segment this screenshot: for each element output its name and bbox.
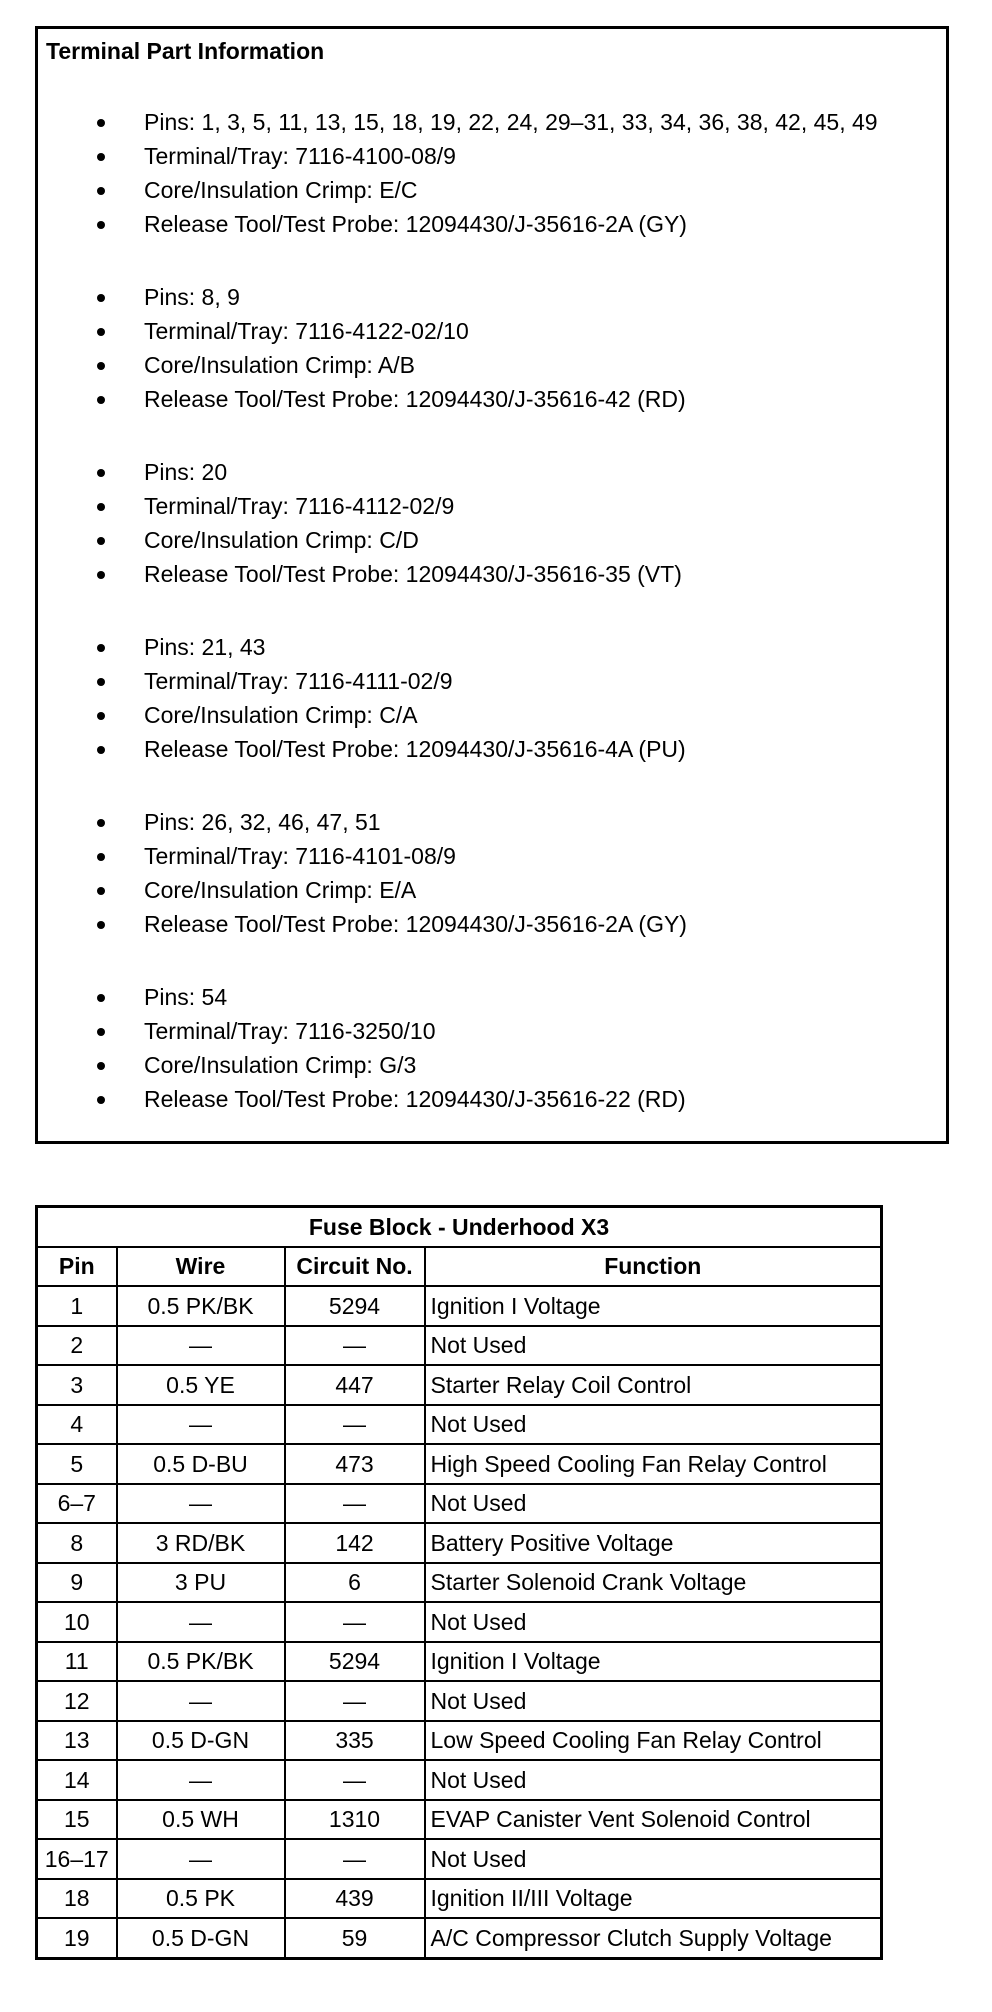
pin-cell: 5	[37, 1444, 117, 1484]
function-cell: EVAP Canister Vent Solenoid Control	[425, 1800, 882, 1840]
circuit-cell: 5294	[285, 1642, 425, 1682]
pin-cell: 12	[37, 1681, 117, 1721]
function-cell: Low Speed Cooling Fan Relay Control	[425, 1721, 882, 1761]
table-row	[37, 1760, 882, 1800]
circuit-cell: —	[285, 1405, 425, 1445]
wire-cell: 3 PU	[117, 1563, 285, 1603]
bullet-icon	[97, 187, 105, 195]
table-row	[37, 1563, 882, 1603]
table-row	[37, 1602, 882, 1642]
crimp-line	[38, 523, 946, 557]
bullet-icon	[97, 994, 105, 1002]
crimp-line	[38, 348, 946, 382]
function-cell: Ignition I Voltage	[425, 1286, 882, 1326]
table-title-row	[37, 1207, 882, 1247]
terminal-tray-line-text: Terminal/Tray: 7116-4112-02/9	[144, 493, 455, 519]
terminal-group	[38, 280, 946, 416]
pins-line	[38, 105, 946, 139]
release-tool-line-text: Release Tool/Test Probe: 12094430/J-35616-2A (GY)	[144, 211, 687, 237]
function-cell: Not Used	[425, 1405, 882, 1445]
pin-cell: 1	[37, 1286, 117, 1326]
bullet-icon	[97, 853, 105, 861]
wire-cell: 3 RD/BK	[117, 1523, 285, 1563]
table-row	[37, 1484, 882, 1524]
circuit-cell: —	[285, 1839, 425, 1879]
release-tool-line	[38, 382, 946, 416]
bullet-icon	[97, 1096, 105, 1104]
pin-cell: 8	[37, 1523, 117, 1563]
terminal-tray-line	[38, 839, 946, 873]
wire-cell: —	[117, 1681, 285, 1721]
crimp-line-text: Core/Insulation Crimp: A/B	[144, 352, 416, 378]
terminal-tray-line	[38, 1014, 946, 1048]
wire-cell: —	[117, 1760, 285, 1800]
bullet-icon	[97, 119, 105, 127]
function-cell: Battery Positive Voltage	[425, 1523, 882, 1563]
terminal-part-info-box	[35, 26, 949, 1144]
wire-cell: 0.5 D-GN	[117, 1918, 285, 1958]
function-cell: Not Used	[425, 1602, 882, 1642]
table-row	[37, 1839, 882, 1879]
bullet-icon	[97, 221, 105, 229]
pin-cell: 6–7	[37, 1484, 117, 1524]
terminal-tray-line	[38, 139, 946, 173]
pins-line	[38, 805, 946, 839]
pin-cell: 13	[37, 1721, 117, 1761]
table-row	[37, 1681, 882, 1721]
function-cell: Ignition II/III Voltage	[425, 1879, 882, 1919]
table-row	[37, 1721, 882, 1761]
terminal-tray-line	[38, 664, 946, 698]
release-tool-line-text: Release Tool/Test Probe: 12094430/J-35616-22 (RD)	[144, 1086, 686, 1112]
wire-cell: —	[117, 1602, 285, 1642]
pin-cell: 18	[37, 1879, 117, 1919]
bullet-icon	[97, 571, 105, 579]
bullet-icon	[97, 1062, 105, 1070]
bullet-icon	[97, 678, 105, 686]
fuse-table-body	[37, 1286, 882, 1958]
wire-cell: 0.5 PK/BK	[117, 1286, 285, 1326]
column-header-function: Function	[425, 1247, 882, 1287]
pin-cell: 11	[37, 1642, 117, 1682]
crimp-line-text: Core/Insulation Crimp: E/C	[144, 177, 418, 203]
terminal-group	[38, 455, 946, 591]
bullet-icon	[97, 294, 105, 302]
wire-cell: —	[117, 1484, 285, 1524]
pin-cell: 4	[37, 1405, 117, 1445]
terminal-tray-line-text: Terminal/Tray: 7116-3250/10	[144, 1018, 436, 1044]
terminal-tray-line-text: Terminal/Tray: 7116-4111-02/9	[144, 668, 453, 694]
function-cell: Not Used	[425, 1681, 882, 1721]
bullet-icon	[97, 503, 105, 511]
bullet-icon	[97, 644, 105, 652]
pins-line-text: Pins: 21, 43	[144, 634, 266, 660]
bullet-icon	[97, 396, 105, 404]
release-tool-line-text: Release Tool/Test Probe: 12094430/J-35616-42 (RD)	[144, 386, 686, 412]
table-row	[37, 1326, 882, 1366]
circuit-cell: 447	[285, 1365, 425, 1405]
release-tool-line-text: Release Tool/Test Probe: 12094430/J-35616-2A (GY)	[144, 911, 687, 937]
release-tool-line	[38, 207, 946, 241]
release-tool-line	[38, 557, 946, 591]
terminal-group	[38, 980, 946, 1116]
crimp-line	[38, 873, 946, 907]
pin-cell: 16–17	[37, 1839, 117, 1879]
circuit-cell: —	[285, 1681, 425, 1721]
crimp-line-text: Core/Insulation Crimp: C/D	[144, 527, 419, 553]
terminal-tray-line-text: Terminal/Tray: 7116-4101-08/9	[144, 843, 456, 869]
bullet-icon	[97, 921, 105, 929]
pins-line-text: Pins: 8, 9	[144, 284, 240, 310]
release-tool-line	[38, 1082, 946, 1116]
column-header-circuit: Circuit No.	[285, 1247, 425, 1287]
circuit-cell: 5294	[285, 1286, 425, 1326]
bullet-icon	[97, 887, 105, 895]
circuit-cell: 1310	[285, 1800, 425, 1840]
crimp-line-text: Core/Insulation Crimp: E/A	[144, 877, 417, 903]
pins-line-text: Pins: 54	[144, 984, 228, 1010]
function-cell: Not Used	[425, 1484, 882, 1524]
table-row	[37, 1879, 882, 1919]
table-row	[37, 1642, 882, 1682]
pins-line	[38, 280, 946, 314]
function-cell: A/C Compressor Clutch Supply Voltage	[425, 1918, 882, 1958]
pin-cell: 2	[37, 1326, 117, 1366]
wire-cell: 0.5 PK	[117, 1879, 285, 1919]
crimp-line-text: Core/Insulation Crimp: C/A	[144, 702, 418, 728]
circuit-cell: 6	[285, 1563, 425, 1603]
function-cell: Not Used	[425, 1760, 882, 1800]
wire-cell: 0.5 D-BU	[117, 1444, 285, 1484]
bullet-icon	[97, 362, 105, 370]
table-row	[37, 1286, 882, 1326]
circuit-cell: —	[285, 1326, 425, 1366]
wire-cell: —	[117, 1405, 285, 1445]
pin-cell: 9	[37, 1563, 117, 1603]
crimp-line	[38, 698, 946, 732]
crimp-line	[38, 1048, 946, 1082]
table-row	[37, 1444, 882, 1484]
bullet-icon	[97, 712, 105, 720]
pins-line-text: Pins: 26, 32, 46, 47, 51	[144, 809, 381, 835]
terminal-group	[38, 805, 946, 941]
table-title: Fuse Block - Underhood X3	[37, 1207, 882, 1247]
release-tool-line	[38, 732, 946, 766]
pin-cell: 19	[37, 1918, 117, 1958]
pins-line-text: Pins: 20	[144, 459, 228, 485]
bullet-icon	[97, 1028, 105, 1036]
table-row	[37, 1365, 882, 1405]
terminal-info-groups	[38, 105, 946, 1155]
circuit-cell: —	[285, 1602, 425, 1642]
function-cell: Ignition I Voltage	[425, 1642, 882, 1682]
release-tool-line	[38, 907, 946, 941]
circuit-cell: —	[285, 1760, 425, 1800]
circuit-cell: 59	[285, 1918, 425, 1958]
terminal-tray-line	[38, 314, 946, 348]
column-header-pin: Pin	[37, 1247, 117, 1287]
function-cell: Not Used	[425, 1326, 882, 1366]
terminal-tray-line-text: Terminal/Tray: 7116-4122-02/10	[144, 318, 469, 344]
wire-cell: 0.5 D-GN	[117, 1721, 285, 1761]
terminal-tray-line	[38, 489, 946, 523]
pin-cell: 14	[37, 1760, 117, 1800]
bullet-icon	[97, 537, 105, 545]
circuit-cell: 335	[285, 1721, 425, 1761]
function-cell: Not Used	[425, 1839, 882, 1879]
terminal-info-title: Terminal Part Information	[46, 38, 325, 64]
bullet-icon	[97, 469, 105, 477]
crimp-line	[38, 173, 946, 207]
bullet-icon	[97, 328, 105, 336]
circuit-cell: —	[285, 1484, 425, 1524]
wire-cell: 0.5 WH	[117, 1800, 285, 1840]
pin-cell: 15	[37, 1800, 117, 1840]
pins-line	[38, 980, 946, 1014]
pin-cell: 3	[37, 1365, 117, 1405]
function-cell: Starter Relay Coil Control	[425, 1365, 882, 1405]
bullet-icon	[97, 746, 105, 754]
release-tool-line-text: Release Tool/Test Probe: 12094430/J-35616-4A (PU)	[144, 736, 686, 762]
terminal-tray-line-text: Terminal/Tray: 7116-4100-08/9	[144, 143, 456, 169]
terminal-group	[38, 630, 946, 766]
release-tool-line-text: Release Tool/Test Probe: 12094430/J-35616-35 (VT)	[144, 561, 682, 587]
table-row	[37, 1918, 882, 1958]
function-cell: Starter Solenoid Crank Voltage	[425, 1563, 882, 1603]
terminal-group	[38, 105, 946, 241]
wire-cell: 0.5 YE	[117, 1365, 285, 1405]
circuit-cell: 439	[285, 1879, 425, 1919]
table-row	[37, 1523, 882, 1563]
crimp-line-text: Core/Insulation Crimp: G/3	[144, 1052, 417, 1078]
table-row	[37, 1800, 882, 1840]
circuit-cell: 142	[285, 1523, 425, 1563]
table-row	[37, 1405, 882, 1445]
pins-line	[38, 455, 946, 489]
fuse-block-table	[35, 1205, 883, 1960]
circuit-cell: 473	[285, 1444, 425, 1484]
function-cell: High Speed Cooling Fan Relay Control	[425, 1444, 882, 1484]
pins-line	[38, 630, 946, 664]
table-header-row	[37, 1247, 882, 1287]
pin-cell: 10	[37, 1602, 117, 1642]
wire-cell: —	[117, 1326, 285, 1366]
bullet-icon	[97, 819, 105, 827]
bullet-icon	[97, 153, 105, 161]
wire-cell: 0.5 PK/BK	[117, 1642, 285, 1682]
pins-line-text: Pins: 1, 3, 5, 11, 13, 15, 18, 19, 22, 24, 29–31, 33, 34, 36, 38, 42, 45, 49	[144, 109, 878, 135]
wire-cell: —	[117, 1839, 285, 1879]
column-header-wire: Wire	[117, 1247, 285, 1287]
